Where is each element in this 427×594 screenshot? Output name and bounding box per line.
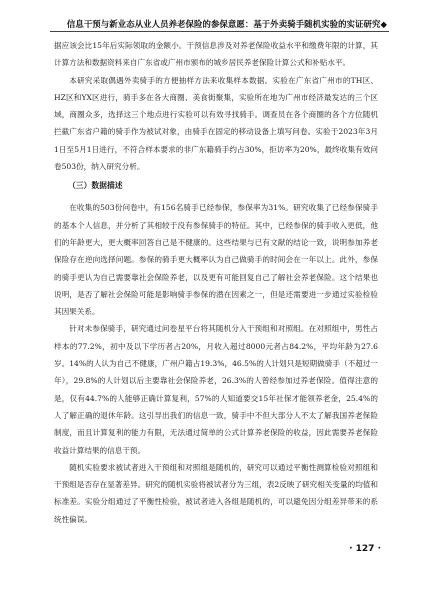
paragraph-sampling-method: 本研究采取偶遇外卖骑手的方便抽样方法来收集样本数据。实验在广东省广州市的TH区、HZ区和YX区进行，骑手多在各大商圈、美食街聚集，实验所在地为广州市经济最发达的三个区域，商圈众多，选择这三个地点进行实验可以有效寻找骑手。调查员在各个商圈的各个方位随机拦截广东省户籍的骑手作为被试对象，由骑手在固定的移动设备上填写问卷。实验于2023年3月1日至5月1日进行，不符合样本要求的非广东籍骑手约占30%，拒访率为20%，最终收集有效问卷503份，纳入研究分析。 xyxy=(54,75,378,172)
paragraph-control-group: 针对未参保骑手，研究通过问卷星平台将其随机分入干预组和对照组。在对照组中，男性占样本的77.2%，初中及以下学历者占20%，月收入超过8000元者占84.2%，平均年龄为27.6岁。14%的人认为自己不健康，广州户籍占19.3%，46.5%的人计划只是短期做骑手（不超过一年），29.8%的人计划以后主要靠社会保险养老，26.3%的人曾经参加过养老保险。值得注意的是，仅有44.7%的人能够正确计算复利，57%的人知道要交15年社保才能领养老金，25.4%的人了解正确的退休年龄。这引导出我们的信息一致，骑手中不但大部分人不太了解我国养老保险制度，而且计算复利的能力有限，无法通过简单的公式计算养老保险的收益，因此需要养老保险收益计算结果的信息干预。 xyxy=(54,324,378,455)
body-text xyxy=(54,37,378,528)
page-number: · 127 · xyxy=(349,544,381,554)
header-rule xyxy=(50,31,389,32)
running-header: 信息干预与新业态从业人员养老保险的参保意愿：基于外卖骑手随机实验的实证研究◆ xyxy=(66,19,387,29)
paragraph-continued: 据应该会比15年后实际领取的金额小。干预信息涉及对养老保险收益水平和缴费年限的计算，其计算方法和数据资料来自广东省或广州市颁布的城乡居民养老保险计算公式和补贴水平。 xyxy=(54,41,378,68)
section-heading-data-description: （三）数据描述 xyxy=(68,181,123,191)
paragraph-sample-overview: 在收集的503份问卷中，有156名骑手已经参保，参保率为31%。研究收集了已经参保骑手的基本个人信息，并分析了其相较于没有参保骑手的特征。其中，已经参保的骑手收入更低，他们的年龄更大，更大概率回答自己是不健康的。这些结果与已有文献的结论一致，说明参加养老保险存在逆向选择问题。参保的骑手更大概率认为自己做骑手的时间会在一年以上。此外，参保的骑手更认为自己需要靠社会保险养老，以及更有可能回复自己了解社会养老保险。这个结果也说明，是否了解社会保险可能是影响骑手参保的潜在因素之一，但是还需要进一步通过实验检验其因果关系。 xyxy=(54,203,378,317)
paragraph-randomization: 随机实验要求被试者进入干预组和对照组是随机的，研究可以通过平衡性测算检验对照组和干预组是否存在显著差异。研究的随机实验将被试者分为三组，表2反映了研究相关变量的均值和标准差。实验分组通过了平衡性检验，被试者进入各组是随机的，可以避免因分组差异带来的系统性偏误。 xyxy=(54,462,378,524)
